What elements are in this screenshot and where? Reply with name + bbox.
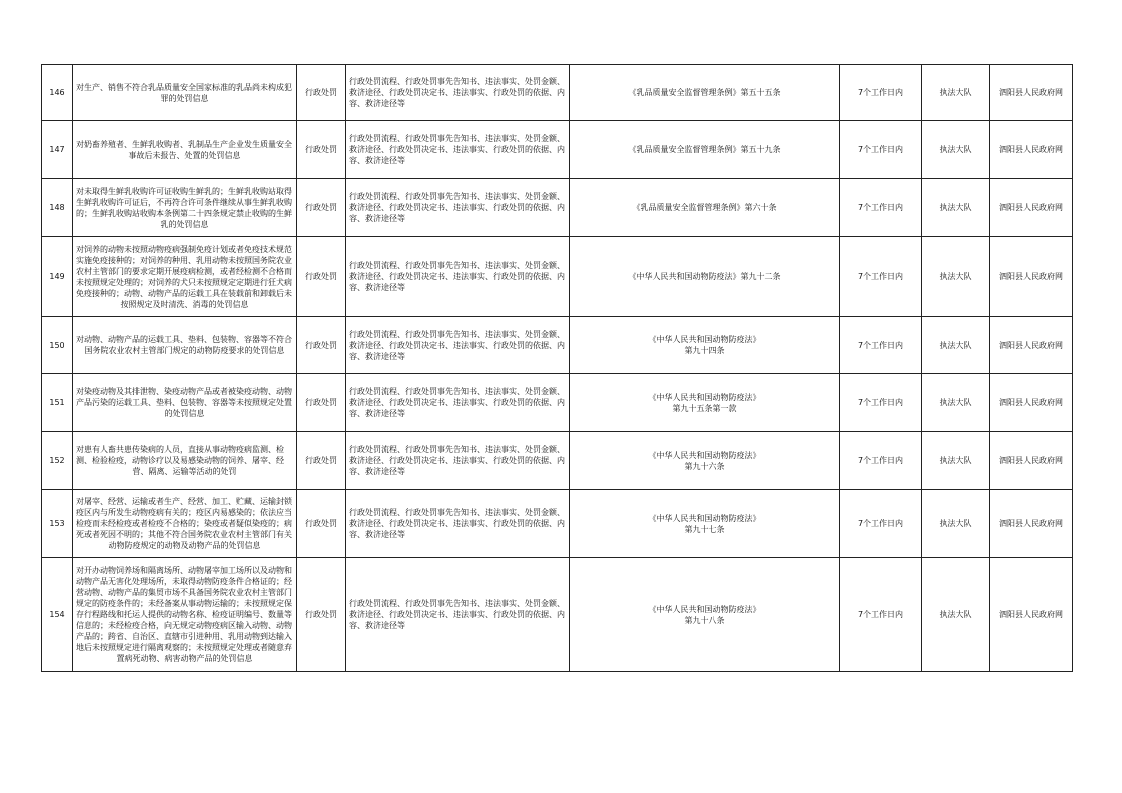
disclosure-channel: 泗阳县人民政府网 xyxy=(990,237,1073,317)
time-limit: 7个工作日内 xyxy=(840,237,922,317)
disclosure-content: 行政处罚流程、行政处罚事先告知书、违法事实、处罚金额、救济途径、行政处罚决定书、违法事实、行政处罚的依据、内容、救济途径等 xyxy=(346,121,570,179)
time-limit: 7个工作日内 xyxy=(840,317,922,374)
legal-basis xyxy=(570,65,840,121)
disclosure-content: 行政处罚流程、行政处罚事先告知书、违法事实、处罚金额、救济途径、行政处罚决定书、违法事实、行政处罚的依据、内容、救济途径等 xyxy=(346,374,570,432)
item-name: 对饲养的动物未按照动物疫病强制免疫计划或者免疫技术规范实施免疫接种的；对饲养的种用、乳用动物未按照国务院农业农村主管部门的要求定期开展疫病检测，或者经检测不合格而未按照规定处理的；对饲养的犬只未按照规定定期进行狂犬病免疫接种的；动物、动物产品的运载工具在装载前和卸载后未按照规定及时清洗、消毒的处罚信息 xyxy=(73,237,297,317)
table-row xyxy=(42,65,1073,121)
row-number: 154 xyxy=(42,558,73,672)
row-number: 146 xyxy=(42,65,73,121)
item-name: 对动物、动物产品的运载工具、垫料、包装物、容器等不符合国务院农业农村主管部门规定的动物防疫要求的处罚信息 xyxy=(73,317,297,374)
item-category: 行政处罚 xyxy=(297,237,346,317)
responsible-subject: 执法大队 xyxy=(922,65,990,121)
disclosure-content: 行政处罚流程、行政处罚事先告知书、违法事实、处罚金额、救济途径、行政处罚决定书、违法事实、行政处罚的依据、内容、救济途径等 xyxy=(346,490,570,558)
legal-basis-line: 第九十六条 xyxy=(684,461,725,471)
disclosure-channel: 泗阳县人民政府网 xyxy=(990,179,1073,237)
item-name: 对染疫动物及其排泄物、染疫动物产品或者被染疫动物、动物产品污染的运载工具、垫料、包装物、容器等未按照规定处置的处罚信息 xyxy=(73,374,297,432)
item-category: 行政处罚 xyxy=(297,317,346,374)
responsible-subject: 执法大队 xyxy=(922,179,990,237)
legal-basis-line: 第九十八条 xyxy=(684,615,725,625)
disclosure-content: 行政处罚流程、行政处罚事先告知书、违法事实、处罚金额、救济途径、行政处罚决定书、违法事实、行政处罚的依据、内容、救济途径等 xyxy=(346,317,570,374)
table-row xyxy=(42,490,1073,558)
item-category: 行政处罚 xyxy=(297,65,346,121)
legal-basis-line: 《中华人民共和国动物防疫法》 xyxy=(648,604,761,614)
disclosure-channel: 泗阳县人民政府网 xyxy=(990,558,1073,672)
row-number: 148 xyxy=(42,179,73,237)
legal-basis-line: 《中华人民共和国动物防疫法》 xyxy=(648,392,761,402)
responsible-subject: 执法大队 xyxy=(922,558,990,672)
table-row xyxy=(42,179,1073,237)
table-row xyxy=(42,374,1073,432)
item-category: 行政处罚 xyxy=(297,432,346,490)
legal-basis-line: 《中华人民共和国动物防疫法》第九十二条 xyxy=(628,272,781,281)
legal-basis xyxy=(570,432,840,490)
row-number: 147 xyxy=(42,121,73,179)
disclosure-channel: 泗阳县人民政府网 xyxy=(990,432,1073,490)
legal-basis-line: 《乳品质量安全监督管理条例》第六十条 xyxy=(632,203,777,212)
item-name: 对开办动物饲养场和隔离场所、动物屠宰加工场所以及动物和动物产品无害化处理场所，未取得动物防疫条件合格证的；经营动物、动物产品的集贸市场不具备国务院农业农村主管部门规定的防疫条件的；未经备案从事动物运输的；未按照规定保存行程路线和托运人提供的动物名称、检疫证明编号、数量等信息的；未经检疫合格，向无规定动物疫病区输入动物、动物产品的；跨省、自治区、直辖市引进种用、乳用动物到达输入地后未按照规定进行隔离观察的；未按照规定处理或者随意弃置病死动物、病害动物产品的处罚信息 xyxy=(73,558,297,672)
responsible-subject: 执法大队 xyxy=(922,490,990,558)
table-row xyxy=(42,432,1073,490)
item-name: 对生产、销售不符合乳品质量安全国家标准的乳品尚未构成犯罪的处罚信息 xyxy=(73,65,297,121)
row-number: 153 xyxy=(42,490,73,558)
responsible-subject: 执法大队 xyxy=(922,317,990,374)
legal-basis xyxy=(570,179,840,237)
item-category: 行政处罚 xyxy=(297,179,346,237)
legal-basis-line: 《中华人民共和国动物防疫法》 xyxy=(648,335,761,344)
responsible-subject: 执法大队 xyxy=(922,374,990,432)
item-category: 行政处罚 xyxy=(297,374,346,432)
disclosure-content: 行政处罚流程、行政处罚事先告知书、违法事实、处罚金额、救济途径、行政处罚决定书、违法事实、行政处罚的依据、内容、救济途径等 xyxy=(346,179,570,237)
disclosure-table xyxy=(41,64,1073,672)
legal-basis xyxy=(570,374,840,432)
row-number: 151 xyxy=(42,374,73,432)
time-limit: 7个工作日内 xyxy=(840,558,922,672)
responsible-subject: 执法大队 xyxy=(922,432,990,490)
disclosure-channel: 泗阳县人民政府网 xyxy=(990,65,1073,121)
row-number: 152 xyxy=(42,432,73,490)
row-number: 150 xyxy=(42,317,73,374)
legal-basis-line: 《中华人民共和国动物防疫法》 xyxy=(648,450,761,460)
legal-basis-line: 第九十五条第一款 xyxy=(672,403,737,413)
legal-basis xyxy=(570,558,840,672)
legal-basis-line: 《乳品质量安全监督管理条例》第五十九条 xyxy=(628,145,781,154)
legal-basis xyxy=(570,317,840,374)
item-category: 行政处罚 xyxy=(297,490,346,558)
item-name: 对奶畜养殖者、生鲜乳收购者、乳制品生产企业发生质量安全事故后未报告、处置的处罚信息 xyxy=(73,121,297,179)
time-limit: 7个工作日内 xyxy=(840,374,922,432)
table-row xyxy=(42,121,1073,179)
row-number: 149 xyxy=(42,237,73,317)
item-name: 对屠宰、经营、运输或者生产、经营、加工、贮藏、运输封锁疫区内与所发生动物疫病有关的；疫区内易感染的；依法应当检疫而未经检疫或者检疫不合格的；染疫或者疑似染疫的；病死或者死因不明的；其他不符合国务院农业农村主管部门有关动物防疫规定的动物及动物产品的处罚信息 xyxy=(73,490,297,558)
table-row xyxy=(42,558,1073,672)
table-row xyxy=(42,317,1073,374)
disclosure-content: 行政处罚流程、行政处罚事先告知书、违法事实、处罚金额、救济途径、行政处罚决定书、违法事实、行政处罚的依据、内容、救济途径等 xyxy=(346,237,570,317)
table-row xyxy=(42,237,1073,317)
time-limit: 7个工作日内 xyxy=(840,65,922,121)
disclosure-channel: 泗阳县人民政府网 xyxy=(990,121,1073,179)
time-limit: 7个工作日内 xyxy=(840,490,922,558)
disclosure-content: 行政处罚流程、行政处罚事先告知书、违法事实、处罚金额、救济途径、行政处罚决定书、违法事实、行政处罚的依据、内容、救济途径等 xyxy=(346,432,570,490)
legal-basis-line: 《中华人民共和国动物防疫法》 xyxy=(648,513,761,523)
time-limit: 7个工作日内 xyxy=(840,179,922,237)
legal-basis xyxy=(570,490,840,558)
disclosure-channel: 泗阳县人民政府网 xyxy=(990,490,1073,558)
disclosure-channel: 泗阳县人民政府网 xyxy=(990,317,1073,374)
disclosure-channel: 泗阳县人民政府网 xyxy=(990,374,1073,432)
time-limit: 7个工作日内 xyxy=(840,432,922,490)
disclosure-content: 行政处罚流程、行政处罚事先告知书、违法事实、处罚金额、救济途径、行政处罚决定书、违法事实、行政处罚的依据、内容、救济途径等 xyxy=(346,558,570,672)
item-category: 行政处罚 xyxy=(297,558,346,672)
legal-basis-line: 第九十四条 xyxy=(684,346,725,355)
legal-basis-line: 第九十七条 xyxy=(684,524,725,534)
responsible-subject: 执法大队 xyxy=(922,121,990,179)
item-category: 行政处罚 xyxy=(297,121,346,179)
responsible-subject: 执法大队 xyxy=(922,237,990,317)
disclosure-content: 行政处罚流程、行政处罚事先告知书、违法事实、处罚金额、救济途径、行政处罚决定书、违法事实、行政处罚的依据、内容、救济途径等 xyxy=(346,65,570,121)
legal-basis-line: 《乳品质量安全监督管理条例》第五十五条 xyxy=(628,88,781,97)
legal-basis xyxy=(570,121,840,179)
item-name: 对患有人畜共患传染病的人员，直接从事动物疫病监测、检测、检验检疫，动物诊疗以及易感染动物的饲养、屠宰、经营、隔离、运输等活动的处罚 xyxy=(73,432,297,490)
time-limit: 7个工作日内 xyxy=(840,121,922,179)
legal-basis xyxy=(570,237,840,317)
item-name: 对未取得生鲜乳收购许可证收购生鲜乳的；生鲜乳收购站取得生鲜乳收购许可证后，不再符合许可条件继续从事生鲜乳收购的；生鲜乳收购站收购本条例第二十四条规定禁止收购的生鲜乳的处罚信息 xyxy=(73,179,297,237)
